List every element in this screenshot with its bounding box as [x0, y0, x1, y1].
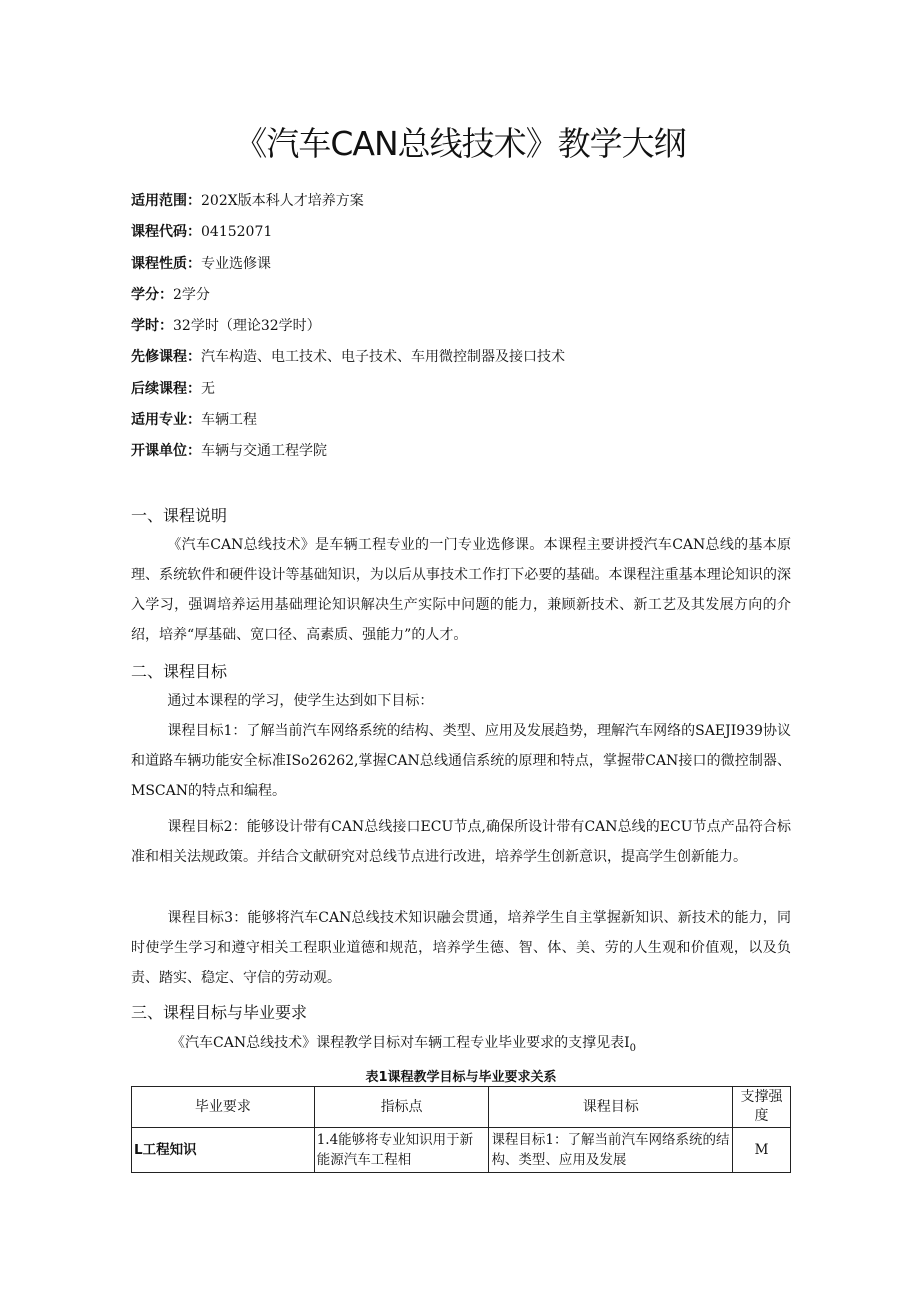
table-header-row — [132, 1087, 791, 1128]
document-title: 《汽车CAN总线技术》教学大纲 — [234, 124, 686, 163]
info-label: 适用专业： — [131, 412, 201, 429]
info-row-hours — [131, 311, 811, 342]
info-label: 适用范围： — [131, 193, 201, 209]
cell-graduation-req: L工程知识 — [132, 1128, 315, 1173]
course-description: 《汽车CAN总线技术》是车辆工程专业的一门专业选修课。本课程主要讲授汽车CAN总线的基本原理、系统软件和硬件设计等基础知识，为以后从事技术工作打下必要的基础。本课程注重基本理论知识的深入学习，强调培养运用基础理论知识解决生产实际中问题的能力，兼顾新技术、新工艺及其发展方向的介绍，培养“厚基础、宽口径、高素质、强能力”的人才。 — [131, 537, 791, 643]
header-support-strength: 支撑强度 — [733, 1087, 791, 1128]
info-label: 先修课程： — [131, 349, 201, 366]
info-row-credits — [131, 280, 811, 311]
objective-3: 课程目标3：能够将汽车CAN总线技术知识融会贯通，培养学生自主掌握新知识、新技术的能力，同时使学生学习和遵守相关工程职业道德和规范，培养学生德、智、体、美、劳的人生观和价值观，以及负责、踏实、稳定、守信的劳动观。 — [131, 910, 791, 986]
info-value: 2学分 — [173, 286, 210, 303]
objective-2: 课程目标2：能够设计带有CAN总线接口ECU节点,确保所设计带有CAN总线的ECU节点产品符合标准和相关法规政策。并结合文献研究对总线节点进行改进，培养学生创新意识，提高学生创新能力。 — [131, 819, 791, 865]
info-row-followup — [131, 374, 811, 405]
info-value: 车辆与交通工程学院 — [201, 443, 327, 460]
info-label: 学时： — [131, 318, 173, 335]
cell-course-goal: 课程目标1：了解当前汽车网络系统的结构、类型、应用及发展 — [489, 1128, 733, 1173]
table-caption: 表1课程教学目标与毕业要求关系 — [365, 1070, 557, 1085]
info-row-scope — [131, 186, 811, 217]
info-value: 专业选修课 — [201, 255, 271, 272]
info-value: 车辆工程 — [201, 412, 257, 429]
requirements-intro — [171, 1032, 636, 1054]
cell-support-strength: M — [733, 1128, 791, 1173]
header-graduation-req: 毕业要求 — [132, 1087, 315, 1128]
requirements-intro-sub: 0 — [629, 1042, 636, 1054]
info-row-major — [131, 405, 811, 436]
info-label: 开课单位： — [131, 443, 201, 460]
section-heading-requirements: 三、课程目标与毕业要求 — [131, 1003, 308, 1022]
objectives-intro: 通过本课程的学习，使学生达到如下目标： — [167, 693, 434, 709]
info-value: 202X版本科人才培养方案 — [201, 193, 364, 209]
course-info — [131, 186, 811, 468]
info-value: 04152071 — [201, 224, 273, 241]
header-indicator: 指标点 — [314, 1087, 489, 1128]
requirements-table — [131, 1086, 791, 1173]
cell-indicator: 1.4能够将专业知识用于新能源汽车工程相 — [314, 1128, 489, 1173]
requirements-intro-text: 《汽车CAN总线技术》课程教学目标对车辆工程专业毕业要求的支撑见表I — [171, 1035, 630, 1051]
section-heading-objectives: 二、课程目标 — [131, 662, 228, 681]
info-value: 32学时（理论32学时） — [173, 318, 321, 335]
table-row — [132, 1128, 791, 1173]
info-label: 学分： — [131, 286, 173, 303]
info-label: 课程代码： — [131, 224, 201, 241]
section-heading-description: 一、课程说明 — [131, 506, 228, 525]
info-row-nature — [131, 249, 811, 280]
info-value: 无 — [201, 380, 215, 397]
header-course-goal: 课程目标 — [489, 1087, 733, 1128]
info-row-unit — [131, 436, 811, 467]
info-row-code — [131, 217, 811, 248]
info-value: 汽车构造、电工技术、电子技术、车用微控制器及接口技术 — [201, 349, 565, 366]
info-label: 课程性质： — [131, 255, 201, 272]
info-row-prereq — [131, 342, 811, 373]
info-label: 后续课程： — [131, 380, 201, 397]
objective-1: 课程目标1：了解当前汽车网络系统的结构、类型、应用及发展趋势，理解汽车网络的SAEJI939协议和道路车辆功能安全标准ISo26262,掌握CAN总线通信系统的原理和特点，掌握带CAN接口的微控制器、MSCAN的特点和编程。 — [131, 723, 791, 799]
